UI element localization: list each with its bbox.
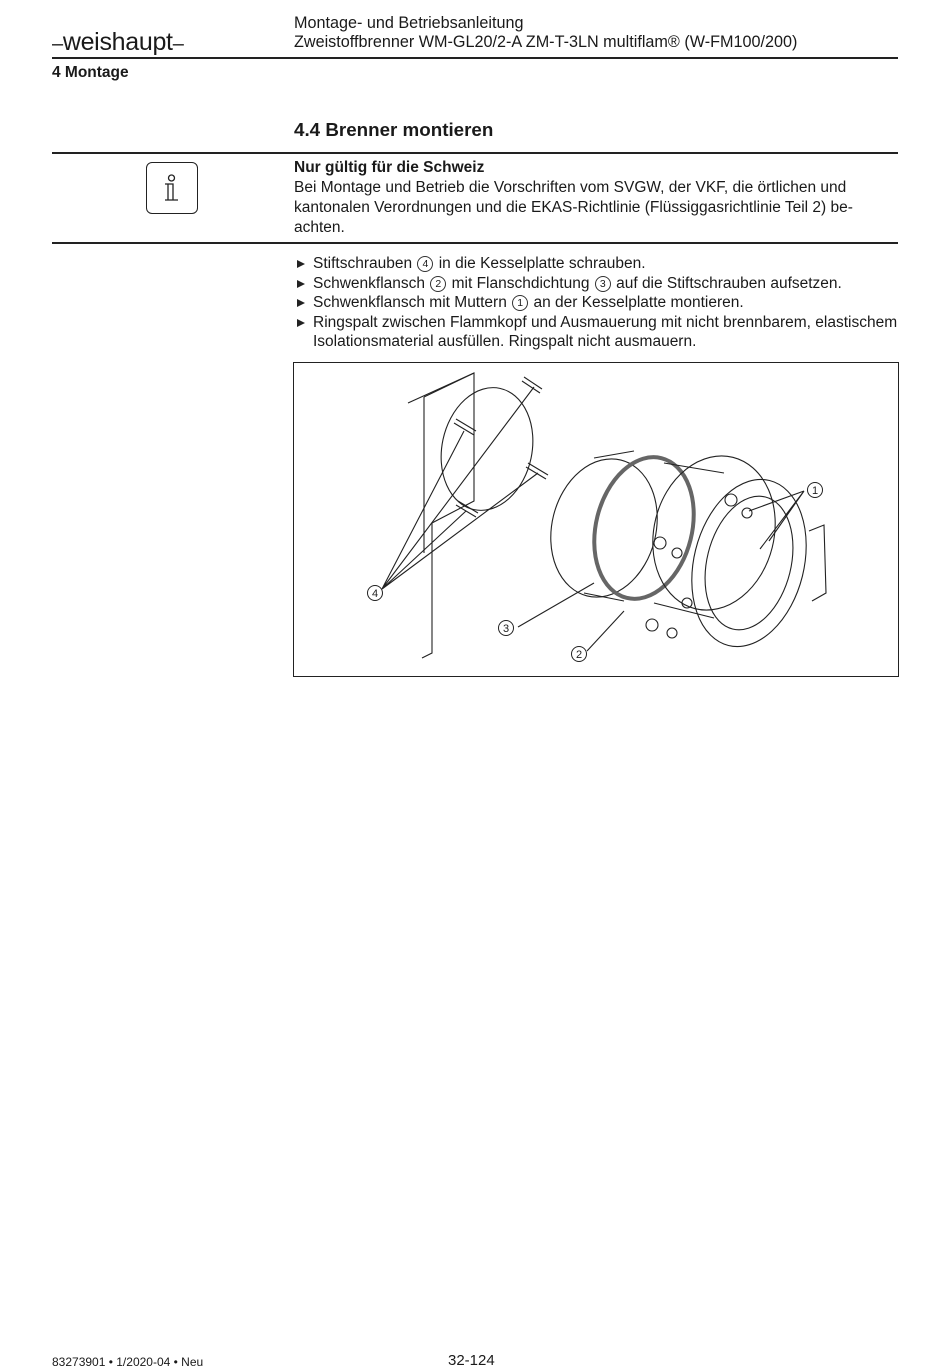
step-item: Stiftschrauben 4 in die Kesselplatte schrauben. [294,254,898,274]
bullet-arrow-icon [297,299,305,307]
callout-2 [572,647,587,662]
document-title [294,14,797,52]
burner-mounting-figure [293,362,899,677]
note-title: Nur gültig für die Schweiz [294,159,485,176]
note-top-rule [52,152,898,154]
note-text: Bei Montage und Betrieb die Vorschriften vom SVGW, der VKF, die örtlichen und kantonalen Verordnungen und die EKAS-Richtlinie (Flüssiggasrichtlinie Teil 2) beachten. [294,179,853,236]
svg-text:4: 4 [371,588,379,600]
chapter-label: 4 Montage [52,64,129,81]
page-number: 32-124 [448,1352,495,1369]
bullet-arrow-icon [297,319,305,327]
burner-assembly-drawing [294,363,898,676]
document-title-line2: Zweistoffbrenner WM-GL20/2-A ZM-T-3LN multiflam® (W-FM100/200) [294,33,798,51]
svg-text:1: 1 [811,485,819,497]
bullet-arrow-icon [297,260,305,268]
svg-text:2: 2 [575,649,583,661]
brand-logo: –weishaupt– [52,28,184,56]
svg-text:3: 3 [502,623,510,635]
callout-ref: 1 [512,295,528,311]
callout-ref: 2 [430,276,446,292]
callout-1 [808,483,823,498]
info-icon [146,162,198,214]
header-divider [52,57,898,59]
note-bottom-rule [52,242,898,244]
section-title: 4.4 Brenner montieren [294,119,494,140]
callout-3 [499,621,514,636]
callout-ref: 3 [595,276,611,292]
note-block [294,158,894,238]
callout-4 [368,586,383,601]
bullet-arrow-icon [297,280,305,288]
step-item: Schwenkflansch mit Muttern 1 an der Kesselplatte montieren. [294,293,898,313]
step-item: Ringspalt zwischen Flammkopf und Ausmauerung mit nicht brennbarem, elastischem Isolationsmaterial ausfüllen. Ringspalt nicht ausmauern. [294,313,898,352]
step-item: Schwenkflansch 2 mit Flanschdichtung 3 auf die Stiftschrauben aufsetzen. [294,274,898,294]
document-title-line1: Montage- und Betriebsanleitung [294,14,524,32]
callout-ref: 4 [417,256,433,272]
doc-reference: 83273901 • 1/2020-04 • Neu [52,1355,204,1369]
step-list [294,254,898,352]
